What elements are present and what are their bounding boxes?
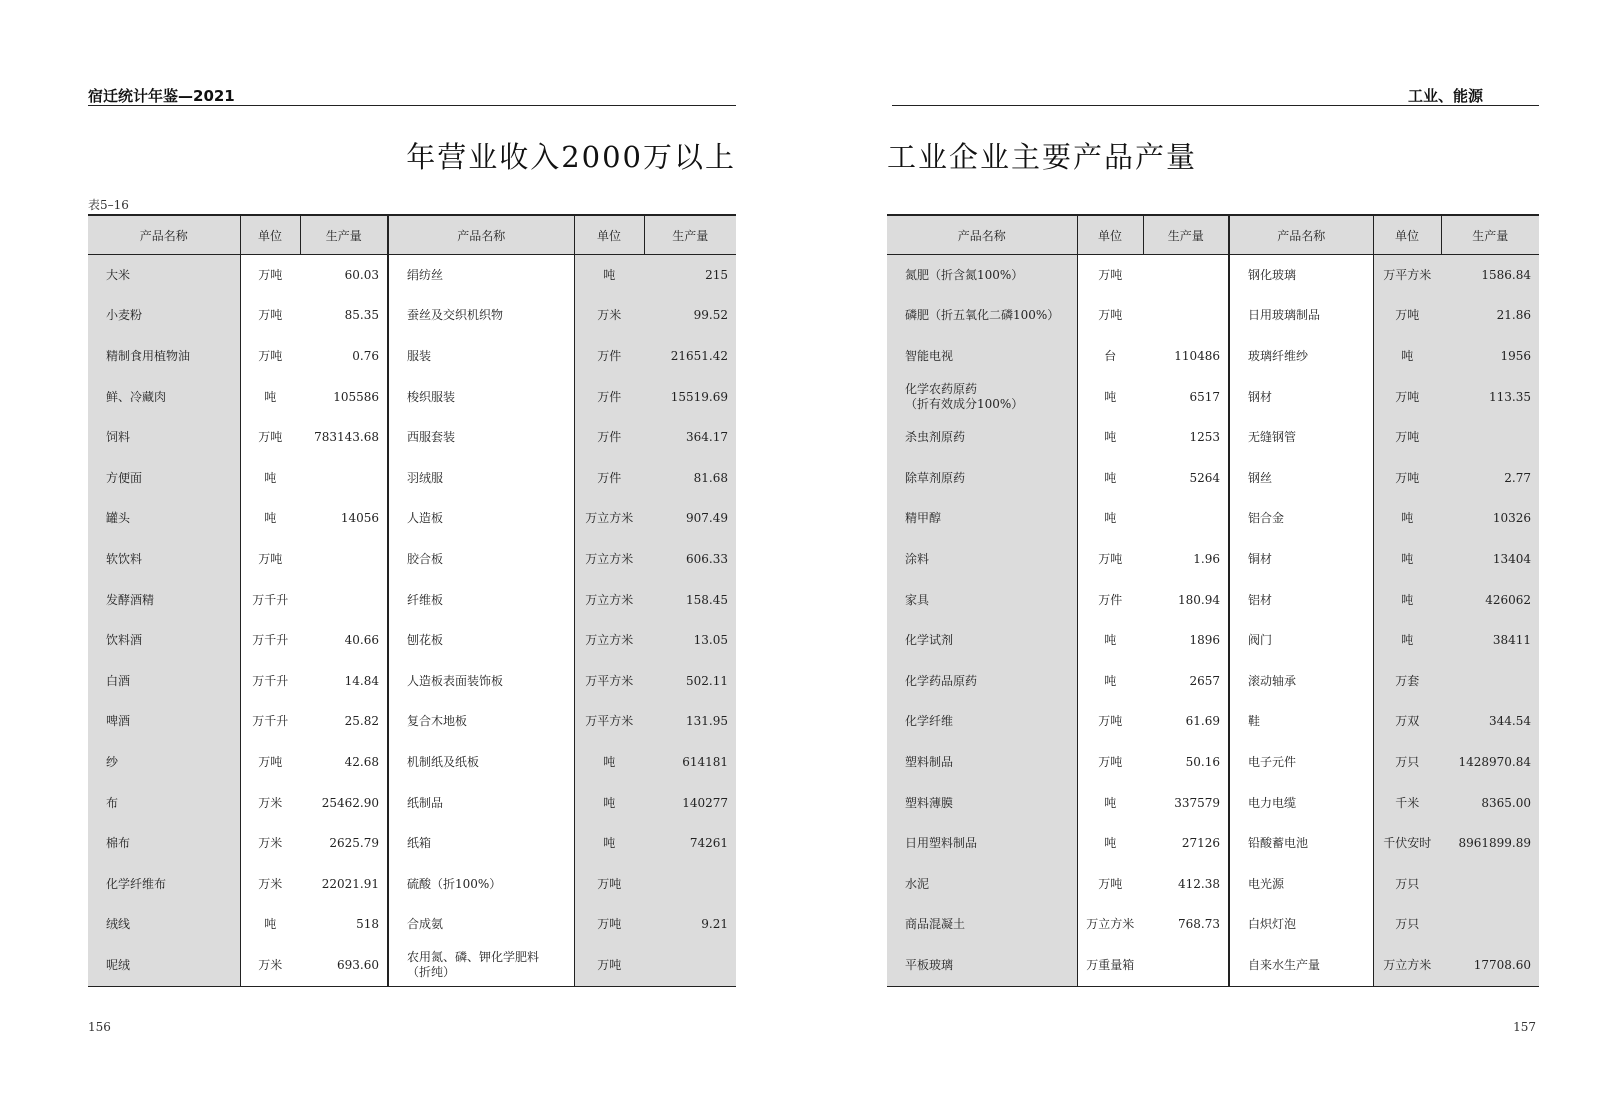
table-row bbox=[887, 945, 1539, 986]
table-row bbox=[887, 417, 1539, 458]
product-name-cell: 饮料酒 bbox=[88, 620, 240, 661]
output-cell: 13404 bbox=[1441, 539, 1539, 580]
product-name-cell: 电力电缆 bbox=[1229, 783, 1373, 824]
unit-cell: 万立方米 bbox=[1373, 945, 1441, 986]
table-row bbox=[887, 580, 1539, 621]
output-cell: 502.11 bbox=[644, 661, 736, 702]
table-row bbox=[88, 580, 736, 621]
output-cell: 783143.68 bbox=[314, 430, 379, 445]
unit-cell: 万只 bbox=[1373, 905, 1441, 946]
unit-cell: 吨 bbox=[1077, 823, 1143, 864]
unit-cell: 吨 bbox=[1373, 539, 1441, 580]
unit-cell: 吨 bbox=[1077, 377, 1143, 418]
unit-cell: 吨 bbox=[1077, 661, 1143, 702]
unit-cell: 万平方米 bbox=[1373, 255, 1441, 296]
product-name-cell: 软饮料 bbox=[88, 539, 240, 580]
output-cell bbox=[1441, 905, 1539, 946]
output-cell: 426062 bbox=[1441, 580, 1539, 621]
unit-cell: 吨 bbox=[240, 458, 300, 499]
output-cell: 131.95 bbox=[644, 702, 736, 743]
header-product-name: 产品名称 bbox=[1229, 215, 1373, 255]
table-row bbox=[887, 458, 1539, 499]
unit-cell: 万吨 bbox=[1373, 377, 1441, 418]
running-head: 宿迁统计年鉴—2021 bbox=[88, 87, 235, 105]
output-cell: 25462.90 bbox=[321, 795, 379, 810]
unit-cell: 万吨 bbox=[1077, 296, 1143, 337]
table-header-row bbox=[88, 215, 736, 255]
output-cell: 25.82 bbox=[344, 714, 379, 729]
table-row bbox=[887, 905, 1539, 946]
page-title: 工业企业主要产品产量 bbox=[887, 140, 1198, 174]
product-name-cell: 啤酒 bbox=[88, 702, 240, 743]
product-name-cell: 人造板 bbox=[388, 499, 574, 540]
unit-cell: 万件 bbox=[574, 336, 644, 377]
output-cell: 0.76 bbox=[352, 348, 379, 363]
unit-cell: 吨 bbox=[1373, 499, 1441, 540]
unit-cell: 万千升 bbox=[240, 661, 300, 702]
output-cell bbox=[1143, 499, 1229, 540]
output-cell: 140277 bbox=[644, 783, 736, 824]
output-cell: 907.49 bbox=[644, 499, 736, 540]
product-name-cell: 智能电视 bbox=[887, 336, 1077, 377]
unit-cell: 吨 bbox=[1373, 580, 1441, 621]
unit-cell: 吨 bbox=[1373, 336, 1441, 377]
output-cell: 364.17 bbox=[644, 417, 736, 458]
output-cell bbox=[1441, 864, 1539, 905]
unit-cell: 万千升 bbox=[240, 580, 300, 621]
output-cell: 81.68 bbox=[644, 458, 736, 499]
output-cell: 21651.42 bbox=[644, 336, 736, 377]
product-name-cell: 西服套装 bbox=[388, 417, 574, 458]
table-row bbox=[88, 620, 736, 661]
header-unit: 单位 bbox=[574, 215, 644, 255]
unit-cell: 万只 bbox=[1373, 864, 1441, 905]
product-name-cell: 日用塑料制品 bbox=[887, 823, 1077, 864]
output-cell: 5264 bbox=[1189, 470, 1220, 485]
product-name-cell: 电子元件 bbox=[1229, 742, 1373, 783]
output-cell: 61.69 bbox=[1185, 714, 1220, 729]
product-name-cell: 涂料 bbox=[887, 539, 1077, 580]
unit-cell: 万吨 bbox=[240, 255, 300, 296]
output-cell: 21.86 bbox=[1441, 296, 1539, 337]
unit-cell: 千米 bbox=[1373, 783, 1441, 824]
table-row bbox=[88, 336, 736, 377]
unit-cell: 万平方米 bbox=[574, 661, 644, 702]
unit-cell: 万件 bbox=[574, 417, 644, 458]
product-name-cell: 铝合金 bbox=[1229, 499, 1373, 540]
output-cell: 180.94 bbox=[1178, 592, 1220, 607]
table-row bbox=[887, 823, 1539, 864]
output-cell: 38411 bbox=[1441, 620, 1539, 661]
output-cell: 13.05 bbox=[644, 620, 736, 661]
unit-cell: 吨 bbox=[1077, 417, 1143, 458]
unit-cell: 万米 bbox=[240, 864, 300, 905]
product-name-cell: 精甲醇 bbox=[887, 499, 1077, 540]
product-name-cell: 玻璃纤维纱 bbox=[1229, 336, 1373, 377]
unit-cell: 万吨 bbox=[240, 742, 300, 783]
unit-cell: 万立方米 bbox=[574, 539, 644, 580]
unit-cell: 万吨 bbox=[240, 539, 300, 580]
product-name-cell: 绒线 bbox=[88, 905, 240, 946]
unit-cell: 万只 bbox=[1373, 742, 1441, 783]
table-row bbox=[887, 742, 1539, 783]
output-cell: 14056 bbox=[340, 511, 379, 526]
unit-cell: 吨 bbox=[240, 499, 300, 540]
output-cell: 614181 bbox=[644, 742, 736, 783]
unit-cell: 吨 bbox=[574, 742, 644, 783]
table-row bbox=[88, 783, 736, 824]
header-output: 生产量 bbox=[1441, 215, 1539, 255]
output-cell: 40.66 bbox=[344, 633, 379, 648]
product-name-cell: 平板玻璃 bbox=[887, 945, 1077, 986]
product-name-cell: 塑料制品 bbox=[887, 742, 1077, 783]
header-unit: 单位 bbox=[1373, 215, 1441, 255]
table-row bbox=[88, 661, 736, 702]
output-cell: 105586 bbox=[333, 389, 379, 404]
product-name-cell: 蚕丝及交织机织物 bbox=[388, 296, 574, 337]
header-product-name: 产品名称 bbox=[388, 215, 574, 255]
unit-cell: 万米 bbox=[240, 823, 300, 864]
unit-cell: 吨 bbox=[1077, 783, 1143, 824]
output-cell: 42.68 bbox=[344, 754, 379, 769]
output-cell bbox=[300, 580, 388, 621]
unit-cell: 万件 bbox=[1077, 580, 1143, 621]
output-cell: 2625.79 bbox=[329, 836, 379, 851]
output-cell: 412.38 bbox=[1178, 876, 1220, 891]
product-name-cell: 纤维板 bbox=[388, 580, 574, 621]
table-row bbox=[88, 905, 736, 946]
product-name-cell: 铝材 bbox=[1229, 580, 1373, 621]
product-name-cell: 钢材 bbox=[1229, 377, 1373, 418]
product-name-cell: 方便面 bbox=[88, 458, 240, 499]
product-name-cell: 铅酸蓄电池 bbox=[1229, 823, 1373, 864]
output-cell: 6517 bbox=[1189, 389, 1220, 404]
output-cell: 1956 bbox=[1441, 336, 1539, 377]
table-header-row bbox=[887, 215, 1539, 255]
product-name-cell: 刨花板 bbox=[388, 620, 574, 661]
output-cell: 22021.91 bbox=[321, 876, 379, 891]
product-name-cell: 饲料 bbox=[88, 417, 240, 458]
product-name-cell: 精制食用植物油 bbox=[88, 336, 240, 377]
table-row bbox=[88, 702, 736, 743]
table-row bbox=[887, 864, 1539, 905]
product-name-cell: 铜材 bbox=[1229, 539, 1373, 580]
product-name-cell: 自来水生产量 bbox=[1229, 945, 1373, 986]
table-row bbox=[88, 742, 736, 783]
product-name-cell: 除草剂原药 bbox=[887, 458, 1077, 499]
output-cell: 9.21 bbox=[644, 905, 736, 946]
product-name-cell: 梭织服装 bbox=[388, 377, 574, 418]
output-cell: 1896 bbox=[1189, 633, 1220, 648]
product-output-table-right bbox=[887, 214, 1539, 987]
product-name-cell: 机制纸及纸板 bbox=[388, 742, 574, 783]
output-cell bbox=[1143, 255, 1229, 296]
right-page bbox=[804, 0, 1609, 1099]
table-row bbox=[887, 377, 1539, 418]
output-cell bbox=[1441, 661, 1539, 702]
product-name-cell: 农用氮、磷、钾化学肥料 （折纯） bbox=[388, 945, 574, 986]
product-name-cell: 化学试剂 bbox=[887, 620, 1077, 661]
output-cell: 344.54 bbox=[1441, 702, 1539, 743]
unit-cell: 万立方米 bbox=[1077, 905, 1143, 946]
table-row bbox=[887, 255, 1539, 296]
product-name-cell: 罐头 bbox=[88, 499, 240, 540]
output-cell bbox=[1143, 296, 1229, 337]
output-cell: 158.45 bbox=[644, 580, 736, 621]
unit-cell: 万立方米 bbox=[574, 620, 644, 661]
product-name-cell: 布 bbox=[88, 783, 240, 824]
product-name-cell: 复合木地板 bbox=[388, 702, 574, 743]
unit-cell: 万千升 bbox=[240, 702, 300, 743]
output-cell: 768.73 bbox=[1178, 917, 1220, 932]
unit-cell: 吨 bbox=[574, 255, 644, 296]
table-row bbox=[887, 539, 1539, 580]
product-name-cell: 磷肥（折五氧化二磷100%） bbox=[887, 296, 1077, 337]
unit-cell: 万套 bbox=[1373, 661, 1441, 702]
product-name-cell: 钢化玻璃 bbox=[1229, 255, 1373, 296]
product-name-cell: 杀虫剂原药 bbox=[887, 417, 1077, 458]
table-number: 表5–16 bbox=[88, 198, 129, 212]
unit-cell: 万吨 bbox=[1373, 296, 1441, 337]
unit-cell: 万吨 bbox=[1077, 539, 1143, 580]
output-cell bbox=[644, 864, 736, 905]
table-row bbox=[887, 783, 1539, 824]
product-name-cell: 日用玻璃制品 bbox=[1229, 296, 1373, 337]
table-row bbox=[88, 296, 736, 337]
output-cell: 60.03 bbox=[344, 267, 379, 282]
product-name-cell: 钢丝 bbox=[1229, 458, 1373, 499]
unit-cell: 吨 bbox=[240, 905, 300, 946]
output-cell: 99.52 bbox=[644, 296, 736, 337]
unit-cell: 万米 bbox=[240, 945, 300, 986]
unit-cell: 万平方米 bbox=[574, 702, 644, 743]
unit-cell: 万吨 bbox=[574, 945, 644, 986]
output-cell: 110486 bbox=[1174, 348, 1220, 363]
output-cell: 215 bbox=[644, 255, 736, 296]
page-title: 年营业收入2000万以上 bbox=[406, 140, 736, 174]
output-cell: 606.33 bbox=[644, 539, 736, 580]
unit-cell: 千伏安时 bbox=[1373, 823, 1441, 864]
unit-cell: 万重量箱 bbox=[1077, 945, 1143, 986]
header-product-name: 产品名称 bbox=[887, 215, 1077, 255]
unit-cell: 万立方米 bbox=[574, 499, 644, 540]
table-row bbox=[88, 458, 736, 499]
unit-cell: 万千升 bbox=[240, 620, 300, 661]
header-rule bbox=[892, 105, 1539, 106]
product-name-cell: 鲜、冷藏肉 bbox=[88, 377, 240, 418]
table-row bbox=[88, 499, 736, 540]
table-row bbox=[88, 823, 736, 864]
product-name-cell: 塑料薄膜 bbox=[887, 783, 1077, 824]
unit-cell: 万吨 bbox=[574, 905, 644, 946]
output-cell bbox=[1143, 945, 1229, 986]
product-name-cell: 绢纺丝 bbox=[388, 255, 574, 296]
unit-cell: 万吨 bbox=[1077, 702, 1143, 743]
unit-cell: 万件 bbox=[574, 377, 644, 418]
unit-cell: 万件 bbox=[574, 458, 644, 499]
page-number: 157 bbox=[1513, 1020, 1536, 1034]
table-body bbox=[88, 255, 736, 987]
unit-cell: 吨 bbox=[1077, 499, 1143, 540]
table-row bbox=[88, 417, 736, 458]
output-cell: 8961899.89 bbox=[1441, 823, 1539, 864]
table-body bbox=[887, 255, 1539, 987]
product-name-cell: 白酒 bbox=[88, 661, 240, 702]
unit-cell: 吨 bbox=[574, 823, 644, 864]
output-cell: 27126 bbox=[1181, 836, 1220, 851]
header-unit: 单位 bbox=[240, 215, 300, 255]
header-output: 生产量 bbox=[1143, 215, 1229, 255]
product-name-cell: 棉布 bbox=[88, 823, 240, 864]
output-cell: 518 bbox=[356, 917, 379, 932]
output-cell: 337579 bbox=[1174, 795, 1220, 810]
product-name-cell: 纸箱 bbox=[388, 823, 574, 864]
left-page bbox=[0, 0, 804, 1099]
output-cell bbox=[644, 945, 736, 986]
page-number: 156 bbox=[88, 1020, 111, 1034]
product-name-cell: 化学药品原药 bbox=[887, 661, 1077, 702]
table-row bbox=[88, 377, 736, 418]
header-rule bbox=[88, 105, 736, 106]
product-name-cell: 水泥 bbox=[887, 864, 1077, 905]
unit-cell: 吨 bbox=[574, 783, 644, 824]
table-row bbox=[887, 702, 1539, 743]
product-name-cell: 化学纤维布 bbox=[88, 864, 240, 905]
unit-cell: 吨 bbox=[1077, 458, 1143, 499]
product-name-cell: 大米 bbox=[88, 255, 240, 296]
table-row bbox=[88, 255, 736, 296]
output-cell bbox=[300, 539, 388, 580]
unit-cell: 万吨 bbox=[1077, 864, 1143, 905]
product-name-cell: 合成氨 bbox=[388, 905, 574, 946]
output-cell: 8365.00 bbox=[1441, 783, 1539, 824]
output-cell: 14.84 bbox=[344, 673, 379, 688]
unit-cell: 万双 bbox=[1373, 702, 1441, 743]
product-name-cell: 阀门 bbox=[1229, 620, 1373, 661]
output-cell bbox=[1441, 417, 1539, 458]
product-name-cell: 胶合板 bbox=[388, 539, 574, 580]
table-row bbox=[887, 499, 1539, 540]
table-row bbox=[88, 864, 736, 905]
header-output: 生产量 bbox=[300, 215, 388, 255]
product-name-cell: 化学纤维 bbox=[887, 702, 1077, 743]
product-name-cell: 发酵酒精 bbox=[88, 580, 240, 621]
header-output: 生产量 bbox=[644, 215, 736, 255]
header-product-name: 产品名称 bbox=[88, 215, 240, 255]
unit-cell: 台 bbox=[1077, 336, 1143, 377]
output-cell: 85.35 bbox=[344, 308, 379, 323]
table-row bbox=[887, 296, 1539, 337]
output-cell: 10326 bbox=[1441, 499, 1539, 540]
output-cell: 1428970.84 bbox=[1441, 742, 1539, 783]
header-unit: 单位 bbox=[1077, 215, 1143, 255]
product-output-table-left bbox=[88, 214, 736, 987]
unit-cell: 万吨 bbox=[240, 417, 300, 458]
unit-cell: 万吨 bbox=[1077, 742, 1143, 783]
output-cell: 2.77 bbox=[1441, 458, 1539, 499]
product-name-cell: 人造板表面装饰板 bbox=[388, 661, 574, 702]
output-cell: 50.16 bbox=[1185, 754, 1220, 769]
output-cell bbox=[300, 458, 388, 499]
unit-cell: 万吨 bbox=[240, 296, 300, 337]
table-row bbox=[88, 539, 736, 580]
product-name-cell: 小麦粉 bbox=[88, 296, 240, 337]
product-name-cell: 家具 bbox=[887, 580, 1077, 621]
product-name-cell: 电光源 bbox=[1229, 864, 1373, 905]
table-row bbox=[887, 620, 1539, 661]
output-cell: 15519.69 bbox=[644, 377, 736, 418]
unit-cell: 万吨 bbox=[574, 864, 644, 905]
output-cell: 2657 bbox=[1189, 673, 1220, 688]
unit-cell: 万吨 bbox=[1373, 417, 1441, 458]
running-head: 工业、能源 bbox=[1407, 87, 1483, 105]
unit-cell: 万米 bbox=[574, 296, 644, 337]
product-name-cell: 服装 bbox=[388, 336, 574, 377]
product-name-cell: 呢绒 bbox=[88, 945, 240, 986]
product-name-cell: 纱 bbox=[88, 742, 240, 783]
output-cell: 74261 bbox=[644, 823, 736, 864]
unit-cell: 万吨 bbox=[240, 336, 300, 377]
unit-cell: 吨 bbox=[1077, 620, 1143, 661]
output-cell: 1253 bbox=[1189, 430, 1220, 445]
output-cell: 1.96 bbox=[1193, 551, 1220, 566]
output-cell: 693.60 bbox=[300, 945, 388, 986]
unit-cell: 吨 bbox=[240, 377, 300, 418]
unit-cell: 万吨 bbox=[1373, 458, 1441, 499]
output-cell: 113.35 bbox=[1441, 377, 1539, 418]
product-name-cell: 鞋 bbox=[1229, 702, 1373, 743]
product-name-cell: 滚动轴承 bbox=[1229, 661, 1373, 702]
product-name-cell: 氮肥（折含氮100%） bbox=[887, 255, 1077, 296]
product-name-cell: 纸制品 bbox=[388, 783, 574, 824]
unit-cell: 万吨 bbox=[1077, 255, 1143, 296]
unit-cell: 万米 bbox=[240, 783, 300, 824]
product-name-cell: 白炽灯泡 bbox=[1229, 905, 1373, 946]
table-row bbox=[887, 336, 1539, 377]
product-name-cell: 化学农药原药 （折有效成分100%） bbox=[887, 377, 1077, 418]
unit-cell: 万立方米 bbox=[574, 580, 644, 621]
output-cell: 1586.84 bbox=[1441, 255, 1539, 296]
product-name-cell: 无缝钢管 bbox=[1229, 417, 1373, 458]
product-name-cell: 商品混凝土 bbox=[887, 905, 1077, 946]
product-name-cell: 硫酸（折100%） bbox=[388, 864, 574, 905]
product-name-cell: 羽绒服 bbox=[388, 458, 574, 499]
table-row bbox=[88, 945, 736, 986]
table-row bbox=[887, 661, 1539, 702]
output-cell: 17708.60 bbox=[1441, 945, 1539, 986]
unit-cell: 吨 bbox=[1373, 620, 1441, 661]
